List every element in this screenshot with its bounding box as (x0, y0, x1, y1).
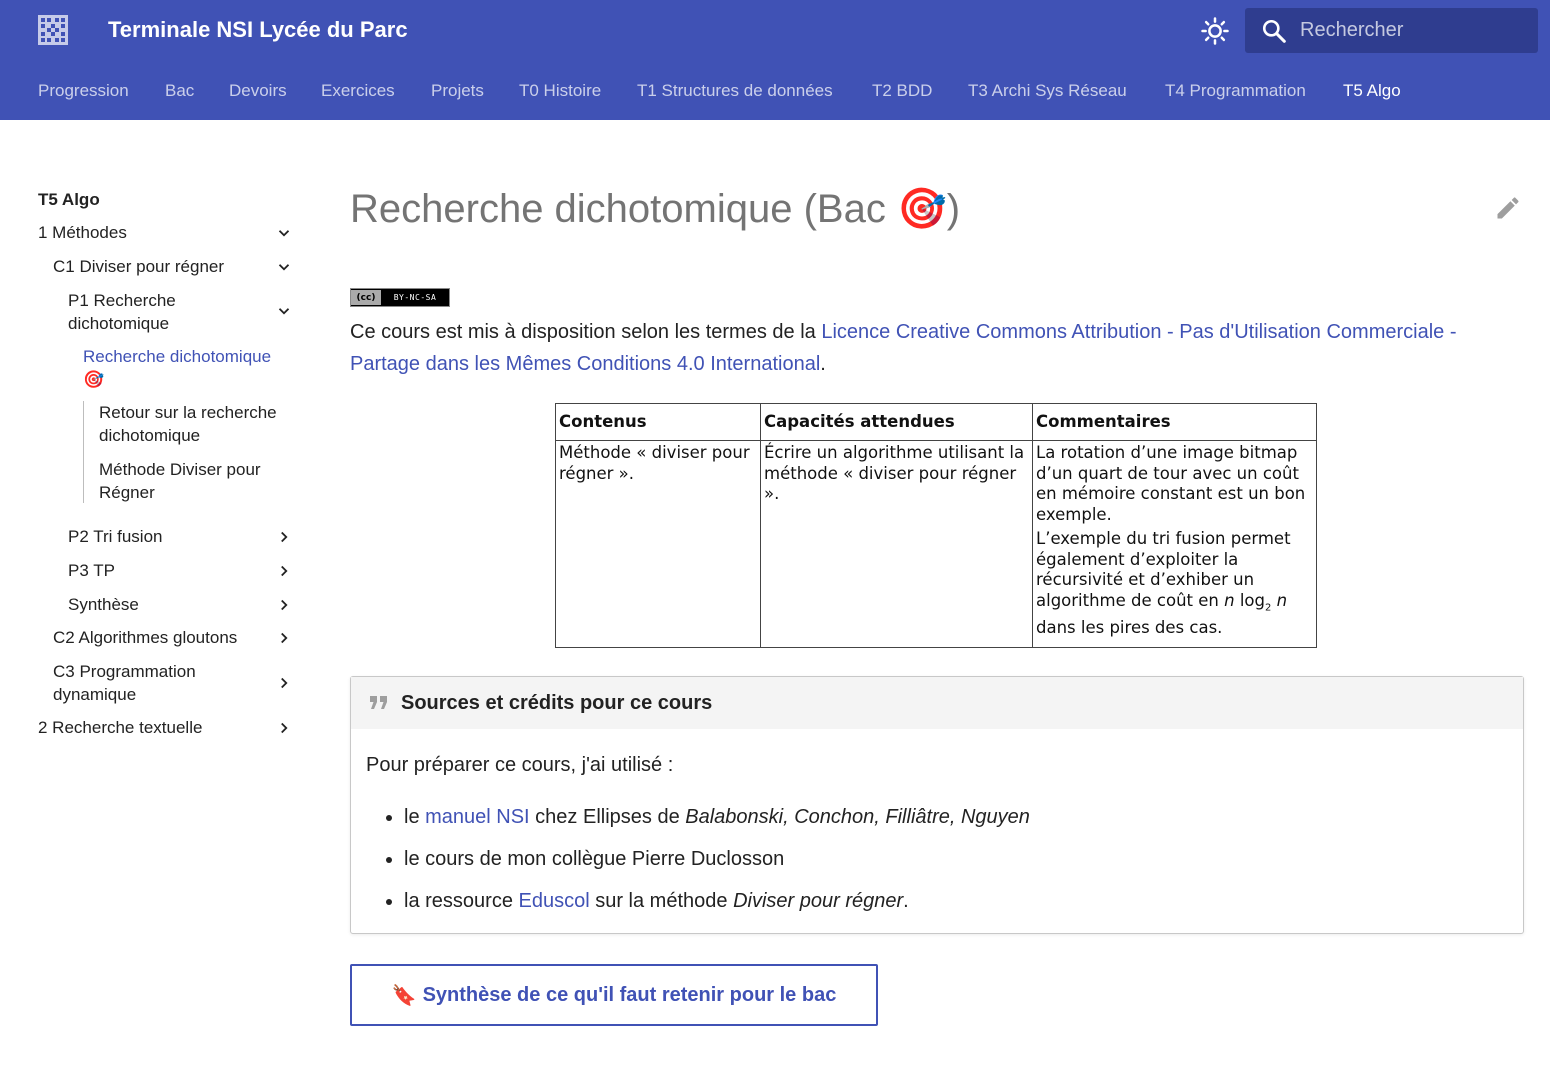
tab-devoirs[interactable]: Devoirs (229, 81, 287, 100)
sidebar-item-recherche-textuelle[interactable]: 2 Recherche textuelle (38, 718, 203, 737)
item2-text: le cours de mon collègue Pierre Duclosson (404, 848, 785, 870)
admonition-header (351, 677, 1523, 729)
sidebar-item-recherche-dichotomique[interactable]: Recherche dichotomique 🎯 (83, 347, 272, 389)
license-suffix: . (820, 353, 826, 375)
synthese-button[interactable] (350, 964, 878, 1026)
chevron-right-icon[interactable] (275, 562, 293, 580)
sidebar-item-c2[interactable]: C2 Algorithmes gloutons (53, 628, 238, 647)
table-header-contenus: Contenus (556, 404, 761, 441)
sidebar-item-c3[interactable]: C3 Programmation dynamique (53, 662, 196, 704)
commentaire-2-prefix: L’exemple du tri fusion permet également d’exploiter la récursivité et d’exhiber un algorithme de coût en (1036, 529, 1291, 610)
commentaire-2 (1036, 529, 1314, 639)
theme-toggle-icon[interactable] (1200, 16, 1230, 46)
item1-pre: le (404, 806, 426, 828)
tab-exercices[interactable]: Exercices (321, 81, 395, 100)
item3-mid: sur la méthode (589, 890, 734, 912)
table-cell-contenus: Méthode « diviser pour régner ». (556, 441, 761, 648)
commentaire-2-sub: 2 (1264, 601, 1272, 613)
item3-pre: la ressource (404, 890, 519, 912)
chevron-right-icon[interactable] (275, 528, 293, 546)
license-link[interactable]: Licence Creative Commons Attribution - Pas d'Utilisation Commerciale - Partage dans les Mêmes Conditions 4.0 International (350, 321, 1457, 375)
chevron-down-icon[interactable] (275, 302, 293, 320)
bookmark-icon: 🔖 (391, 984, 417, 1007)
tab-t0-histoire[interactable]: T0 Histoire (519, 81, 602, 100)
license-prefix: Ce cours est mis à disposition selon les termes de la (350, 321, 822, 343)
commentaire-2-n1: n (1224, 590, 1235, 610)
search-icon (1261, 18, 1287, 44)
table-header-capacites: Capacités attendues (761, 404, 1033, 441)
list-item (404, 889, 1030, 913)
tab-t4-programmation[interactable]: T4 Programmation (1165, 81, 1306, 100)
sidebar-item-p2[interactable]: P2 Tri fusion (68, 527, 163, 546)
search-box[interactable] (1245, 8, 1538, 53)
chevron-right-icon[interactable] (275, 719, 293, 737)
toc-divider (83, 401, 84, 503)
manuel-nsi-link[interactable]: manuel NSI (425, 806, 530, 828)
sidebar-item-synthese[interactable]: Synthèse (68, 595, 139, 614)
license-paragraph (350, 316, 1490, 380)
tab-t3-archi[interactable]: T3 Archi Sys Réseau (968, 81, 1127, 100)
commentaire-2-n2: n (1276, 590, 1288, 610)
header (0, 0, 1550, 120)
tab-progression[interactable]: Progression (38, 81, 129, 100)
item3-em: Diviser pour régner (733, 890, 904, 912)
program-table (555, 403, 1317, 648)
site-title[interactable]: Terminale NSI Lycée du Parc (108, 17, 408, 42)
chevron-right-icon[interactable] (275, 596, 293, 614)
chevron-down-icon[interactable] (275, 224, 293, 242)
tab-bac[interactable]: Bac (165, 81, 195, 100)
tab-t5-algo[interactable]: T5 Algo (1343, 81, 1401, 100)
item1-mid: chez Ellipses de (529, 806, 686, 828)
tab-t2-bdd[interactable]: T2 BDD (872, 81, 933, 100)
sources-list (371, 805, 1030, 931)
eduscol-link[interactable]: Eduscol (518, 890, 590, 912)
chevron-right-icon[interactable] (275, 674, 293, 692)
commentaire-2-suffix: dans les pires des cas. (1036, 618, 1223, 638)
cc-badge-right: BY-NC-SA (393, 293, 437, 302)
edit-pencil-icon[interactable] (1494, 194, 1522, 222)
commentaire-1: La rotation d’une image bitmap d’un quart de tour avec un coût en mémoire constant est un bon exemple. (1036, 443, 1306, 524)
sidebar-item-c1[interactable]: C1 Diviser pour régner (53, 257, 225, 276)
chevron-right-icon[interactable] (275, 629, 293, 647)
quote-icon (369, 694, 389, 712)
sidebar-section-title: T5 Algo (38, 190, 100, 209)
chevron-down-icon[interactable] (275, 258, 293, 276)
table-header-commentaires: Commentaires (1033, 404, 1317, 441)
list-item (404, 847, 1030, 871)
table-cell-capacites: Écrire un algorithme utilisant la méthode « diviser pour régner ». (761, 441, 1033, 648)
list-item (404, 805, 1030, 829)
cc-license-badge[interactable] (350, 288, 450, 307)
item3-post: . (903, 890, 909, 912)
toc-item-methode[interactable]: Méthode Diviser pour Régner (99, 460, 261, 502)
tab-projets[interactable]: Projets (431, 81, 484, 100)
sidebar-item-p3[interactable]: P3 TP (68, 561, 115, 580)
table-row (556, 441, 1317, 648)
cc-badge-left: (cc) (351, 290, 381, 305)
sources-admonition (350, 676, 1524, 934)
page-title: Recherche dichotomique (Bac 🎯) (350, 187, 961, 231)
logo-icon[interactable] (38, 15, 68, 45)
table-cell-commentaires (1033, 441, 1317, 648)
synthese-button-label: Synthèse de ce qu'il faut retenir pour le bac (422, 983, 837, 1006)
sidebar-item-p1[interactable]: P1 Recherche dichotomique (68, 291, 176, 333)
tab-t1-structures[interactable]: T1 Structures de données (637, 81, 833, 100)
search-input[interactable] (1300, 8, 1525, 53)
admonition-intro: Pour préparer ce cours, j'ai utilisé : (366, 754, 674, 776)
toc-item-retour[interactable]: Retour sur la recherche dichotomique (99, 403, 277, 445)
sidebar-item-methodes[interactable]: 1 Méthodes (38, 223, 127, 242)
admonition-title: Sources et crédits pour ce cours (401, 692, 713, 714)
item1-authors: Balabonski, Conchon, Filliâtre, Nguyen (685, 806, 1030, 828)
commentaire-2-log: log (1239, 590, 1265, 610)
